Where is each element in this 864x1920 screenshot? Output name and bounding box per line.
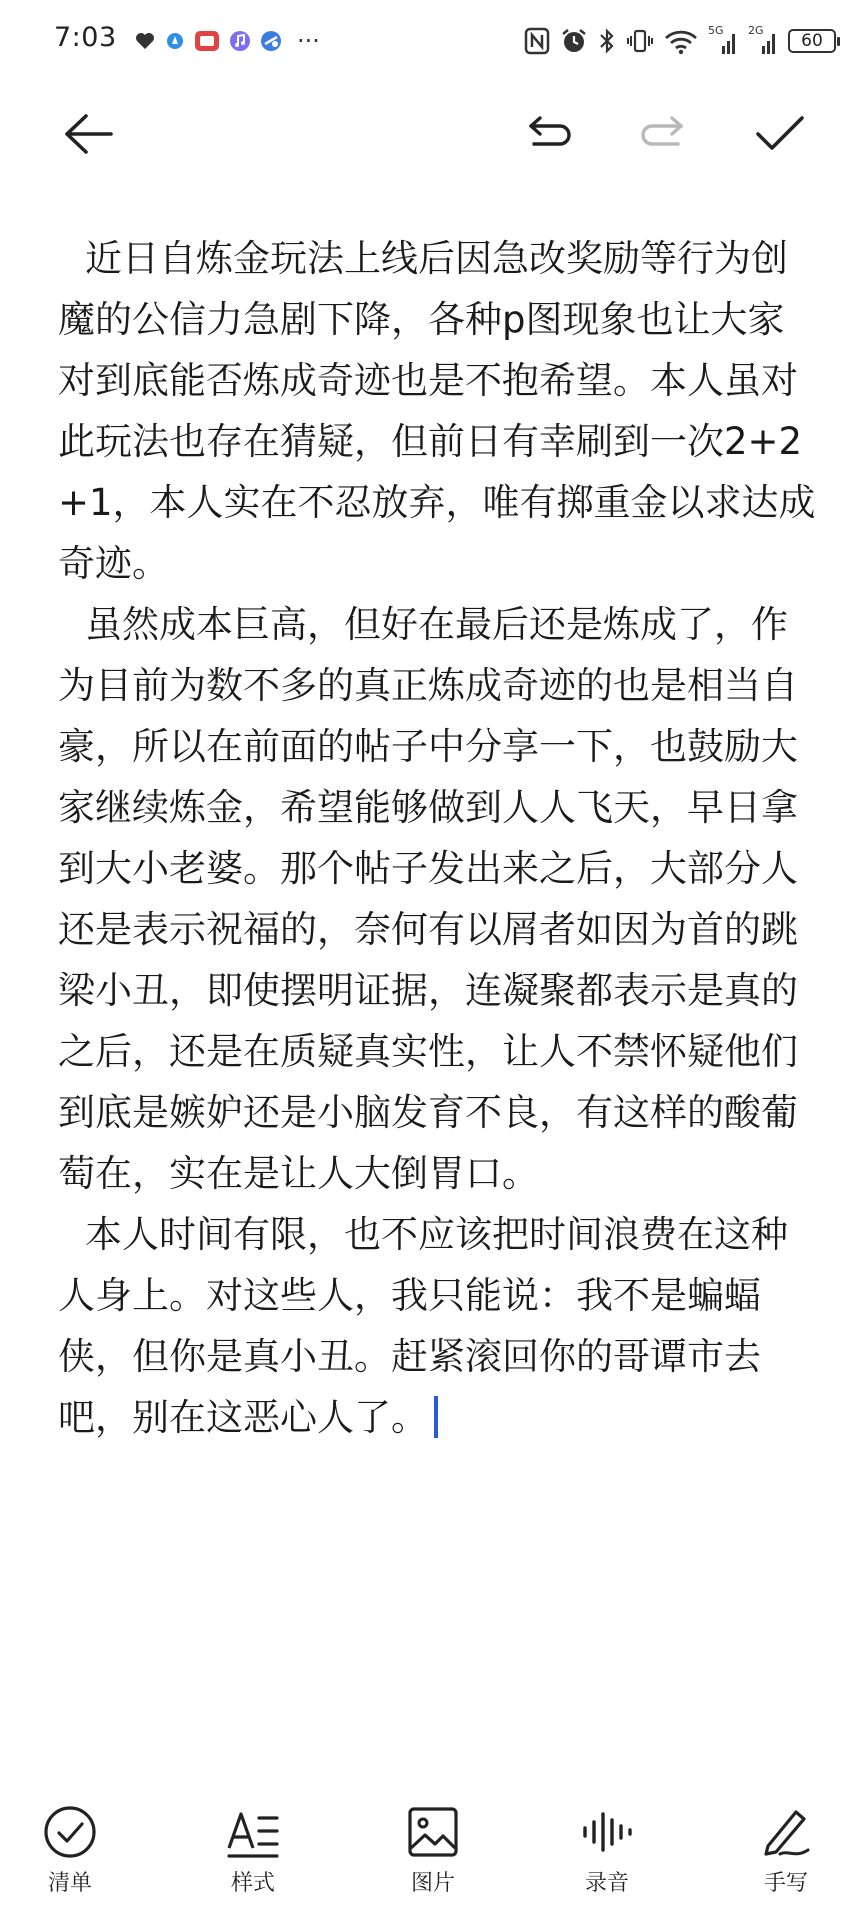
insert-image-button[interactable] <box>373 1800 493 1898</box>
arrow-left-icon <box>62 112 114 156</box>
signal-2g-indicator <box>748 26 778 56</box>
checklist-button[interactable] <box>10 1800 130 1898</box>
bluetooth-icon <box>598 27 616 55</box>
done-button[interactable] <box>742 96 818 172</box>
undo-button[interactable] <box>512 96 588 172</box>
bottom-tool-bar <box>0 1800 864 1920</box>
editor-toolbar <box>0 96 864 172</box>
paragraph-3-text: 本人时间有限，也不应该把时间浪费在这种人身上。对这些人，我只能说：我不是蝙蝠侠，但你是真小丑。赶紧滚回你的哥谭市去吧，别在这恶心人了。 <box>58 1213 788 1439</box>
network-label-2g: 2G <box>748 24 764 37</box>
status-time: 7:03 <box>54 22 117 53</box>
battery-level: 60 <box>801 31 823 51</box>
record-audio-label: 录音 <box>584 1871 629 1896</box>
checkmark-icon <box>754 114 806 154</box>
paragraph-2[interactable]: 虽然成本巨高，但好在最后还是炼成了，作为目前为数不多的真正炼成奇迹的也是相当自豪，所以在前面的帖子中分享一下，也鼓励大家继续炼金，希望能够做到人人飞天，早日拿到大小老婆。那个帖子发出来之后，大部分人还是表示祝福的，奈何有以屑者如因为首的跳梁小丑，即使摆明证据，连凝聚都表示是真的之后，还是在质疑真实性，让人不禁怀疑他们到底是嫉妒还是小脑发育不良，有这样的酸葡萄在，实在是让人大倒胃口。 <box>58 603 798 1195</box>
signal-bars-icon <box>748 26 778 56</box>
handwriting-label: 手写 <box>763 1871 808 1896</box>
text-style-icon <box>223 1804 283 1860</box>
system-status-icons <box>524 22 836 60</box>
back-button[interactable] <box>50 96 126 172</box>
battery-indicator <box>788 29 836 53</box>
text-style-button[interactable] <box>193 1800 313 1898</box>
text-cursor <box>434 1396 438 1438</box>
signal-5g-indicator <box>708 26 738 56</box>
heart-icon <box>134 30 156 52</box>
network-label-5g: 5G <box>708 24 724 37</box>
record-audio-button[interactable] <box>547 1800 667 1898</box>
more-notifications-indicator: ··· <box>297 27 320 55</box>
redo-icon <box>638 114 686 154</box>
signal-bars-icon <box>708 26 738 56</box>
insert-image-label: 图片 <box>410 1871 455 1896</box>
note-editor-body[interactable] <box>58 228 818 1448</box>
nfc-icon <box>524 27 550 55</box>
redo-button[interactable] <box>624 96 700 172</box>
message-app-icon <box>194 29 220 53</box>
paragraph-1[interactable]: 近日自炼金玩法上线后因急改奖励等行为创魔的公信力急剧下降，各种p图现象也让大家对到底能否炼成奇迹也是不抱希望。本人虽对此玩法也存在猜疑，但前日有幸刷到一次2+2+1，本人实在不忍放弃，唯有掷重金以求达成奇迹。 <box>58 237 816 585</box>
image-icon <box>405 1804 461 1860</box>
wifi-icon <box>664 27 698 55</box>
checklist-label: 清单 <box>47 1871 92 1896</box>
checklist-circle-check-icon <box>42 1804 98 1860</box>
undo-icon <box>526 114 574 154</box>
audio-waveform-icon <box>577 1804 637 1860</box>
alarm-icon <box>560 27 588 55</box>
paragraph-3[interactable] <box>58 1204 818 1448</box>
app-notification-icon <box>165 30 185 52</box>
status-bar <box>0 0 864 84</box>
handwriting-button[interactable] <box>726 1800 846 1898</box>
browser-app-icon <box>260 30 282 52</box>
notification-icons <box>134 26 320 56</box>
text-style-label: 样式 <box>230 1871 275 1896</box>
vibrate-icon <box>626 27 654 55</box>
music-app-icon <box>229 30 251 52</box>
pen-handwriting-icon <box>758 1804 814 1860</box>
